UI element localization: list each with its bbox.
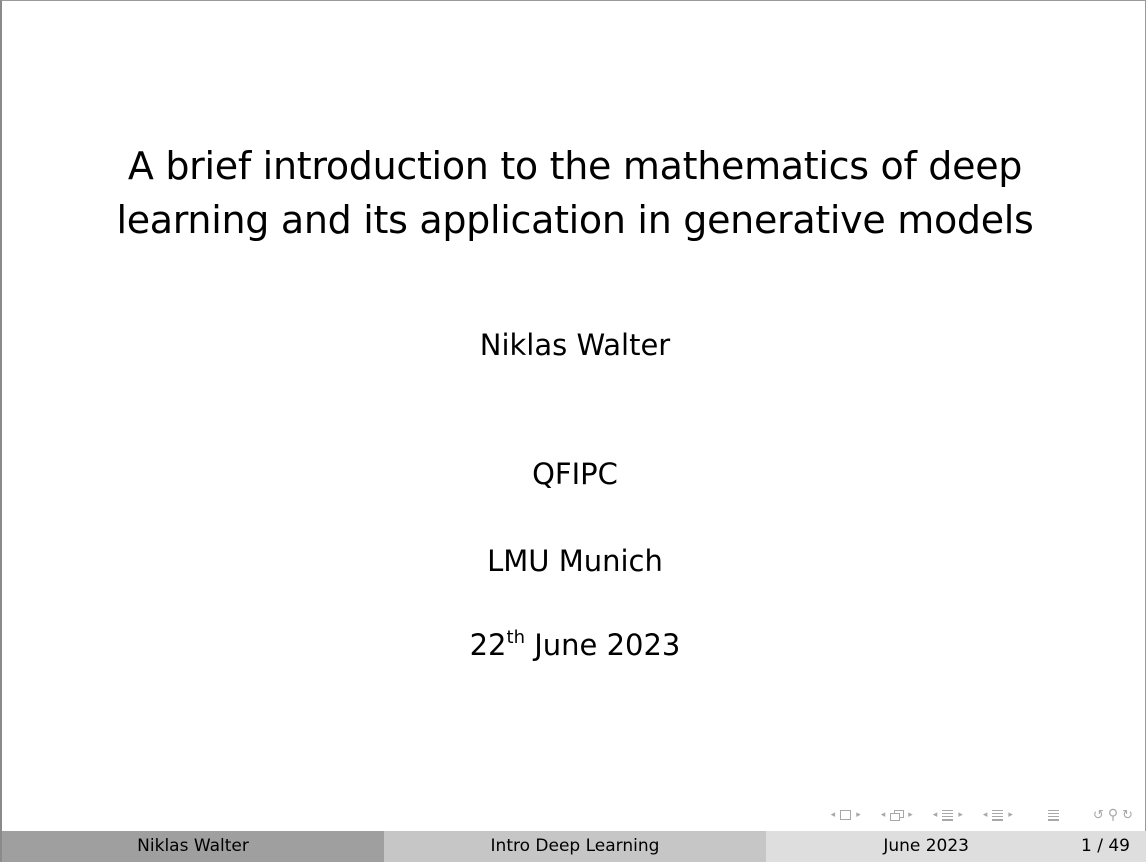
author-name: Niklas Walter <box>479 328 671 362</box>
undo-icon[interactable]: ↺ <box>1092 807 1104 823</box>
nav-slide-group <box>828 810 864 820</box>
prev-section-arrow-icon[interactable]: ◂ <box>982 810 988 820</box>
slide-title-line-1: A brief introduction to the mathematics of deep <box>127 144 1023 188</box>
footer-short-title: Intro Deep Learning <box>384 831 766 862</box>
next-section-arrow-icon[interactable]: ▸ <box>1008 810 1013 820</box>
nav-appendix-group <box>1046 810 1061 821</box>
date-day: 22 <box>469 628 507 662</box>
nav-frame-group <box>878 810 916 821</box>
next-subsection-arrow-icon[interactable]: ▸ <box>958 810 963 820</box>
prev-subsection-arrow-icon[interactable]: ◂ <box>932 810 938 820</box>
slide-title-line-2: learning and its application in generative models <box>116 198 1034 242</box>
university-name: LMU Munich <box>487 544 663 578</box>
next-slide-arrow-icon[interactable]: ▸ <box>856 810 861 820</box>
section-icon[interactable] <box>992 810 1003 821</box>
redo-icon[interactable]: ↻ <box>1122 807 1133 823</box>
slide-title <box>2 139 1146 247</box>
next-frame-arrow-icon[interactable]: ▸ <box>908 810 913 820</box>
appendix-icon[interactable] <box>1048 810 1059 821</box>
institute-name: QFIPC <box>532 457 618 491</box>
footer-date-page <box>766 831 1146 862</box>
slide-footer <box>2 831 1146 862</box>
nav-subsection-group <box>930 810 966 821</box>
subsection-icon[interactable] <box>942 810 953 821</box>
date-month-year: June 2023 <box>524 628 681 662</box>
presentation-date <box>2 628 1146 662</box>
slide-box-icon[interactable] <box>840 810 851 820</box>
footer-author: Niklas Walter <box>2 831 384 862</box>
footer-page-number: 1 / 49 <box>1081 836 1130 856</box>
search-icon[interactable]: ⚲ <box>1107 807 1119 823</box>
frame-icon[interactable] <box>890 810 903 821</box>
footer-date: June 2023 <box>883 836 970 856</box>
prev-frame-arrow-icon[interactable]: ◂ <box>880 810 886 820</box>
date-suffix: th <box>506 627 525 648</box>
beamer-navigation-bar <box>814 804 1135 826</box>
prev-slide-arrow-icon[interactable]: ◂ <box>830 810 836 820</box>
nav-section-group <box>980 810 1016 821</box>
nav-search-group <box>1091 807 1135 823</box>
